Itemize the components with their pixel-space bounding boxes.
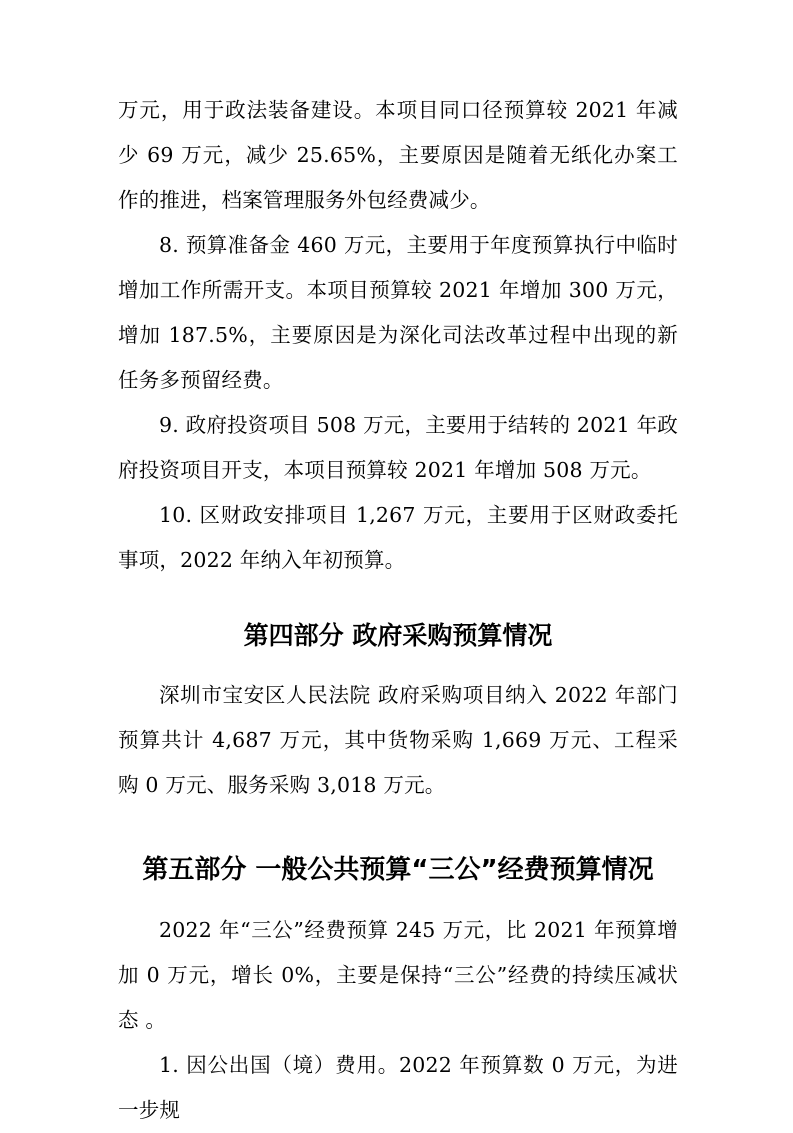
section-five-heading: 第五部分 一般公共预算“三公”经费预算情况 bbox=[142, 855, 654, 885]
paragraph-item-9: 9. 政府投资项目 508 万元，主要用于结转的 2021 年政府投资项目开支，本项目预算较 2021 年增加 508 万元。 bbox=[118, 413, 678, 482]
paragraph-item-10: 10. 区财政安排项目 1,267 万元，主要用于区财政委托事项，2022 年纳入年初预算。 bbox=[118, 503, 678, 572]
paragraph-item-8: 8. 预算准备金 460 万元，主要用于年度预算执行中临时增加工作所需开支。本项目预算较 2021 年增加 300 万元，增加 187.5%，主要原因是为深化司法改革过程中出现的新任务多预留经费。 bbox=[118, 233, 678, 392]
section-four-paragraph: 深圳市宝安区人民法院 政府采购项目纳入 2022 年部门预算共计 4,687 万元，其中货物采购 1,669 万元、工程采购 0 万元、服务采购 3,018 万元。 bbox=[118, 683, 678, 797]
section-five-paragraph-item-1: 1. 因公出国（境）费用。2022 年预算数 0 万元，为进一步规 bbox=[118, 1053, 678, 1122]
section-four-heading: 第四部分 政府采购预算情况 bbox=[243, 621, 553, 650]
section-five-paragraph-intro: 2022 年“三公”经费预算 245 万元，比 2021 年预算增加 0 万元，增长 0%，主要是保持“三公”经费的持续压减状态 。 bbox=[118, 918, 678, 1032]
page-content bbox=[118, 88, 678, 1133]
spacer-after-section-five-heading bbox=[118, 894, 678, 908]
spacer-before-section-five bbox=[118, 808, 678, 846]
spacer-after-section-four-heading bbox=[118, 659, 678, 673]
spacer-before-section-four bbox=[118, 583, 678, 613]
paragraph-continuation: 万元，用于政法装备建设。本项目同口径预算较 2021 年减少 69 万元，减少 25.65%，主要原因是随着无纸化办案工作的推进，档案管理服务外包经费减少。 bbox=[118, 98, 678, 212]
